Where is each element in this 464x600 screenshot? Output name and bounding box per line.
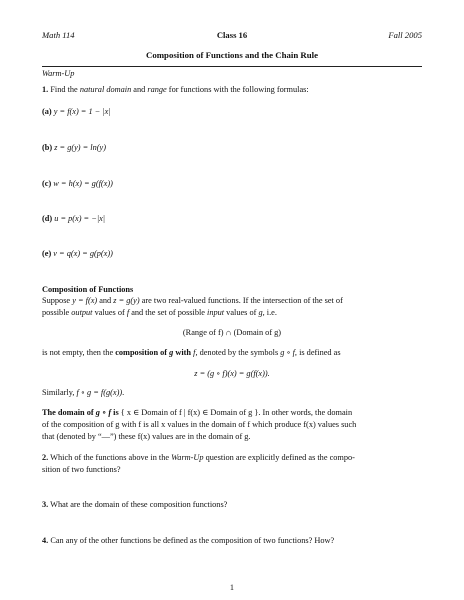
part-c-formula: w = h(x) = g(f(x)) [53, 179, 113, 188]
question-3-number: 3. [42, 500, 49, 509]
composition-para-line-2 [42, 307, 277, 319]
dom-b1: The [42, 408, 58, 417]
q1-text-mid: and [131, 85, 148, 94]
display-composition-formula: z = (g ∘ f)(x) = g(f(x)). [194, 369, 270, 378]
q2-a: Which of the functions above in the [50, 453, 172, 462]
question-4-text: Can any of the other functions be defined as the composition of two functions? How? [50, 536, 335, 545]
dom-bm: g ∘ f [95, 408, 112, 417]
p1-l2-e: , i.e. [262, 308, 277, 317]
similarly-a: Similarly, [42, 388, 77, 397]
p1-l2-c: and the set of possible [129, 308, 208, 317]
q1-em-range: range [147, 85, 167, 94]
p1-l2-a: possible [42, 308, 72, 317]
part-b-formula: z = g(y) = ln(y) [54, 143, 106, 152]
question-4-number: 4. [42, 536, 49, 545]
part-c-label: (c) [42, 179, 52, 188]
similarly-m: f ∘ g = f(g(x)) [76, 388, 123, 397]
q2-c: question are explicitly defined as the compo- [203, 453, 355, 462]
question-2-number: 2. [42, 453, 49, 462]
question-3 [42, 499, 227, 511]
part-a [42, 106, 111, 118]
composition-definition-line [42, 347, 341, 359]
dom-c: { x ∈ Domain of f | f(x) ∈ Domain of g }. In other words, the domain [118, 408, 353, 417]
display-range-domain: (Range of f) ∩ (Domain of g) [182, 328, 282, 337]
p1-l2-m2: g [258, 308, 263, 317]
p1-l2-em-output: output [71, 308, 93, 317]
p1-l2-d: values of [224, 308, 259, 317]
part-a-formula: y = f(x) = 1 − |x| [53, 107, 111, 116]
p1-l1-m1: y = f(x) [72, 296, 98, 305]
domain-para-line-1 [42, 407, 352, 419]
p2-b2: with [173, 348, 194, 357]
p1-l1-b: and [97, 296, 114, 305]
title-rule [42, 66, 422, 67]
question-1 [42, 84, 309, 96]
p2-d: , is defined as [294, 348, 341, 357]
part-d-label: (d) [42, 214, 53, 223]
p2-m1: f [193, 348, 196, 357]
p1-l1-m2: z = g(y) [113, 296, 140, 305]
question-3-text: What are the domain of these composition functions? [50, 500, 228, 509]
p1-l2-b: values of [92, 308, 127, 317]
q1-em-natural-domain: natural domain [79, 85, 132, 94]
part-d [42, 213, 105, 225]
p1-l1-c: are two real-valued functions. If the intersection of the set of [139, 296, 343, 305]
composition-heading: Composition of Functions [42, 285, 134, 294]
question-1-number: 1. [42, 85, 49, 94]
p2-c: , denoted by the symbols [195, 348, 281, 357]
page-title: Composition of Functions and the Chain Rule [145, 50, 319, 60]
p2-m2: g ∘ f [280, 348, 295, 357]
domain-para-line-3: that (denoted by “—”) these f(x) values are in the domain of g. [42, 432, 251, 441]
p1-l2-em-input: input [207, 308, 225, 317]
question-4 [42, 535, 334, 547]
course-label: Math 114 [42, 30, 75, 40]
term-label: Fall 2005 [388, 30, 422, 40]
q1-text-pre: Find the [50, 85, 80, 94]
part-e-label: (e) [42, 249, 52, 258]
p2-a: is not empty, then the [42, 348, 116, 357]
part-b-label: (b) [42, 143, 53, 152]
p1-l1-a: Suppose [42, 296, 73, 305]
p2-bm: g [169, 348, 174, 357]
part-c [42, 178, 113, 190]
domain-para-line-2: of the composition of g with f is all x values in the domain of f which produce f(x) values such [42, 420, 357, 429]
p1-l2-m1: f [126, 308, 130, 317]
composition-para-line-1 [42, 295, 343, 307]
dom-b2: domain of [57, 408, 96, 417]
part-a-label: (a) [42, 107, 52, 116]
class-label: Class 16 [216, 30, 248, 40]
question-2-line-1 [42, 452, 355, 464]
similarly-line [42, 387, 124, 399]
page-number: 1 [229, 583, 235, 592]
p2-b1: composition of [115, 348, 170, 357]
q1-text-post: for functions with the following formulas: [166, 85, 309, 94]
q2-warmup: Warm-Up [171, 453, 204, 462]
part-e [42, 248, 113, 260]
part-b [42, 142, 106, 154]
part-d-formula: u = p(x) = −|x| [54, 214, 106, 223]
similarly-b: . [122, 388, 125, 397]
warmup-heading: Warm-Up [42, 69, 75, 78]
dom-b3: is [111, 408, 119, 417]
question-2-line-2: sition of two functions? [42, 465, 121, 474]
part-e-formula: v = q(x) = g(p(x)) [53, 249, 113, 258]
